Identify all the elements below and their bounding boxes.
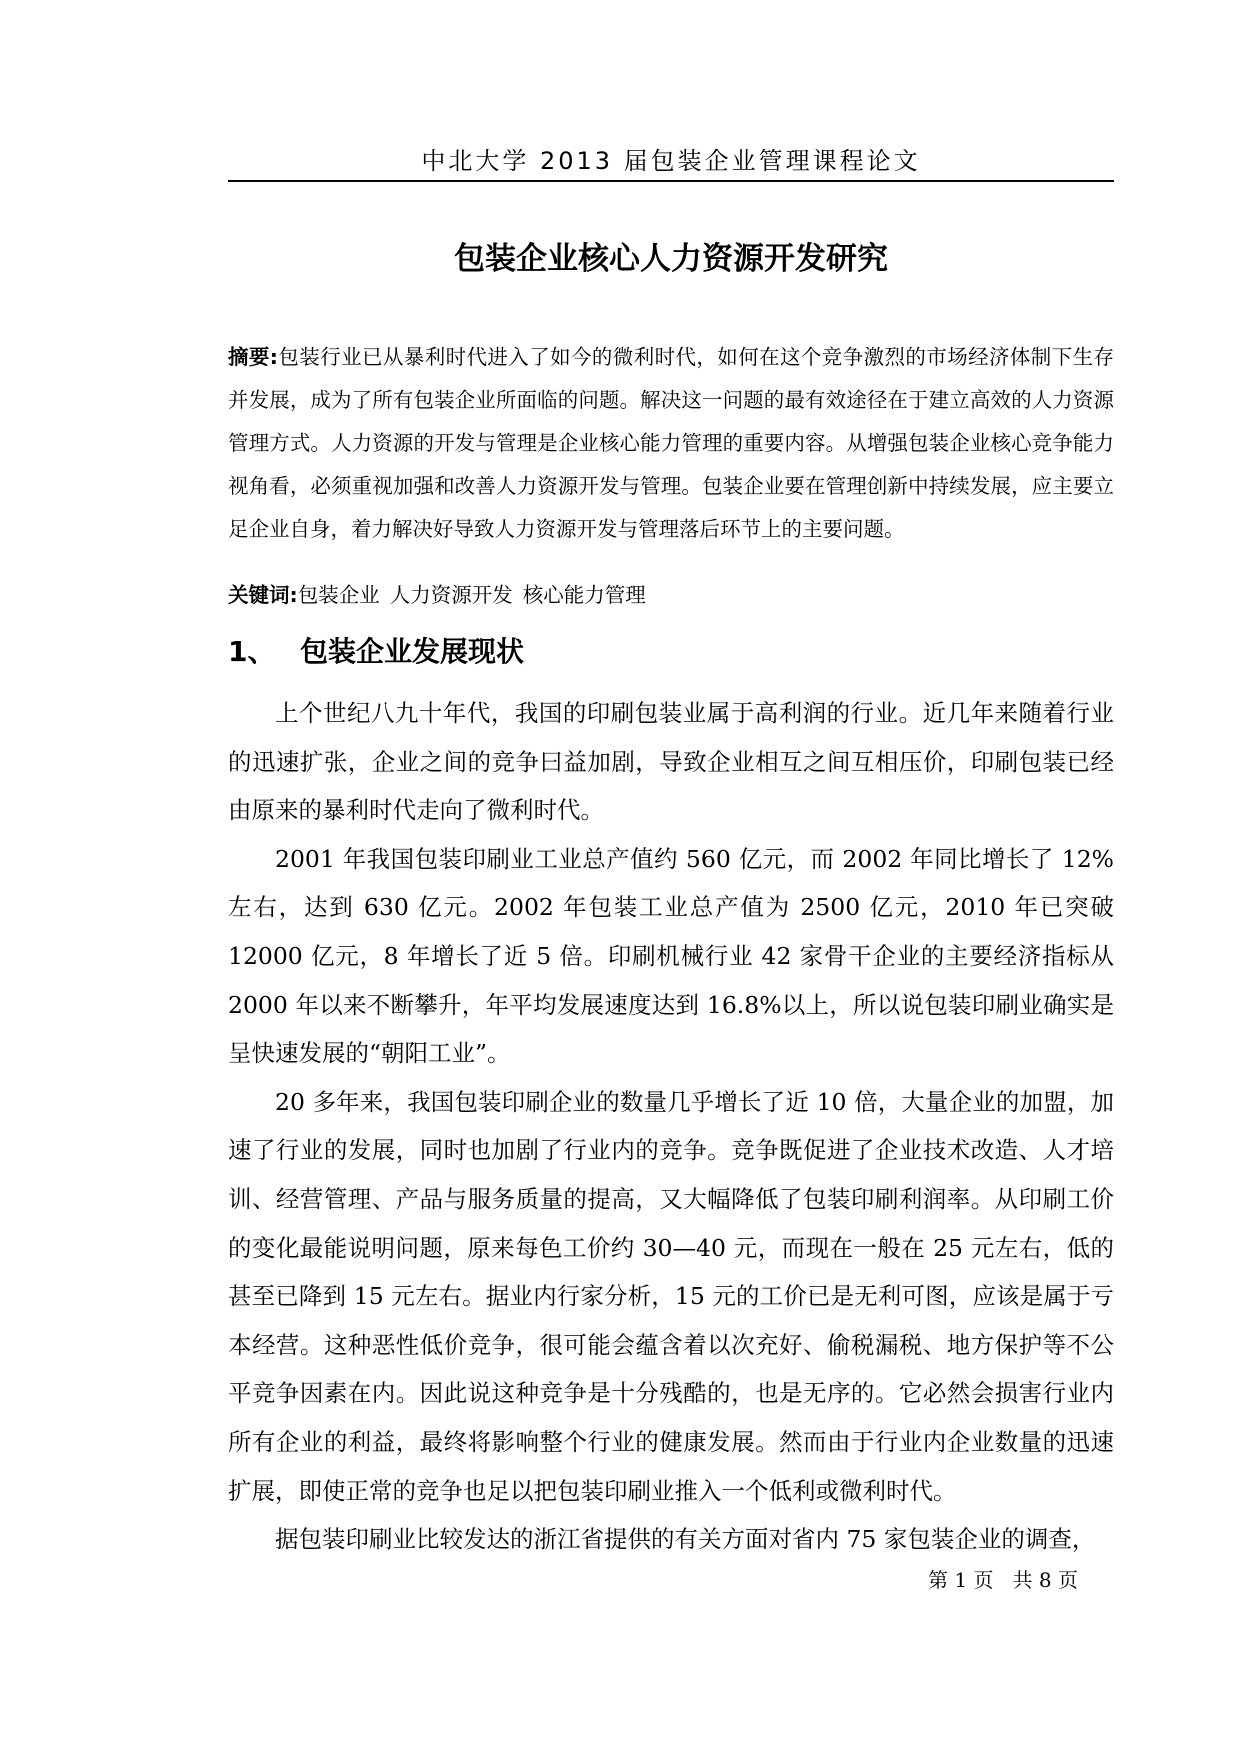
keyword-item: 包装企业 <box>297 583 380 607</box>
keywords-label: 关键词: <box>228 583 298 607</box>
header-rule <box>228 180 1114 182</box>
body-paragraph: 上个世纪八九十年代，我国的印刷包装业属于高利润的行业。近几年来随着行业的迅速扩张，企业之间的竞争曰益加剧，导致企业相互之间互相压价，印刷包装已经由原来的暴利时代走向了微利时代。 <box>228 699 1114 825</box>
body-paragraph: 2001 年我国包装印刷业工业总产值约 560 亿元，而 2002 年同比增长了 12%左右，达到 630 亿元。2002 年包装工业总产值为 2500 亿元，2010 年已突破 12000 亿元，8 年增长了近 5 倍。印刷机械行业 42 家骨干企业的主要经济指标从 2000 年以来不断攀升，年平均发展速度达到 16.8%以上，所以说包装印刷业确实是呈快速发展的“朝阳工业”。 <box>228 844 1114 1068</box>
abstract-text: 包装行业已从暴利时代进入了如今的微利时代，如何在这个竞争激烈的市场经济体制下生存并发展，成为了所有包装企业所面临的问题。解决这一问题的最有效途径在于建立高效的人力资源管理方式。人力资源的开发与管理是企业核心能力管理的重要内容。从增强包装企业核心竞争能力视角看，必须重视加强和改善人力资源开发与管理。包装企业要在管理创新中持续发展，应主要立足企业自身，着力解决好导致人力资源开发与管理落后环节上的主要问题。 <box>228 345 1114 541</box>
section-title: 包装企业发展现状 <box>300 635 525 668</box>
page-number: 第 1 页 共 8 页 <box>928 1568 1078 1592</box>
paper-title: 包装企业核心人力资源开发研究 <box>454 241 888 277</box>
section-number: 1、 <box>228 635 276 668</box>
keywords <box>228 577 1114 613</box>
section-body <box>228 689 1114 1564</box>
keyword-item: 核心能力管理 <box>522 583 646 607</box>
body-paragraph: 据包装印刷业比较发达的浙江省提供的有关方面对省内 75 家包装企业的调查， <box>275 1525 1096 1554</box>
body-paragraph: 20 多年来，我国包装印刷企业的数量几乎增长了近 10 倍，大量企业的加盟，加速了行业的发展，同时也加剧了行业内的竞争。竞争既促进了企业技术改造、人才培训、经营管理、产品与服务质量的提高，又大幅降低了包装印刷利润率。从印刷工价的变化最能说明问题，原来每色工价约 30—40 元，而现在一般在 25 元左右，低的甚至已降到 15 元左右。据业内行家分析，15 元的工价已是无利可图，应该是属于亏本经营。这种恶性低价竞争，很可能会蕴含着以次充好、偷税漏税、地方保护等不公平竞争因素在内。因此说这种竞争是十分残酷的，也是无序的。它必然会损害行业内所有企业的利益，最终将影响整个行业的健康发展。然而由于行业内企业数量的迅速扩展，即使正常的竞争也足以把包装印刷业推入一个低利或微利时代。 <box>228 1087 1114 1505</box>
keyword-item: 人力资源开发 <box>389 583 513 607</box>
section-heading <box>228 628 1114 676</box>
abstract <box>228 336 1114 551</box>
abstract-label: 摘要: <box>228 345 278 369</box>
running-header: 中北大学 2013 届包装企业管理课程论文 <box>421 147 921 175</box>
